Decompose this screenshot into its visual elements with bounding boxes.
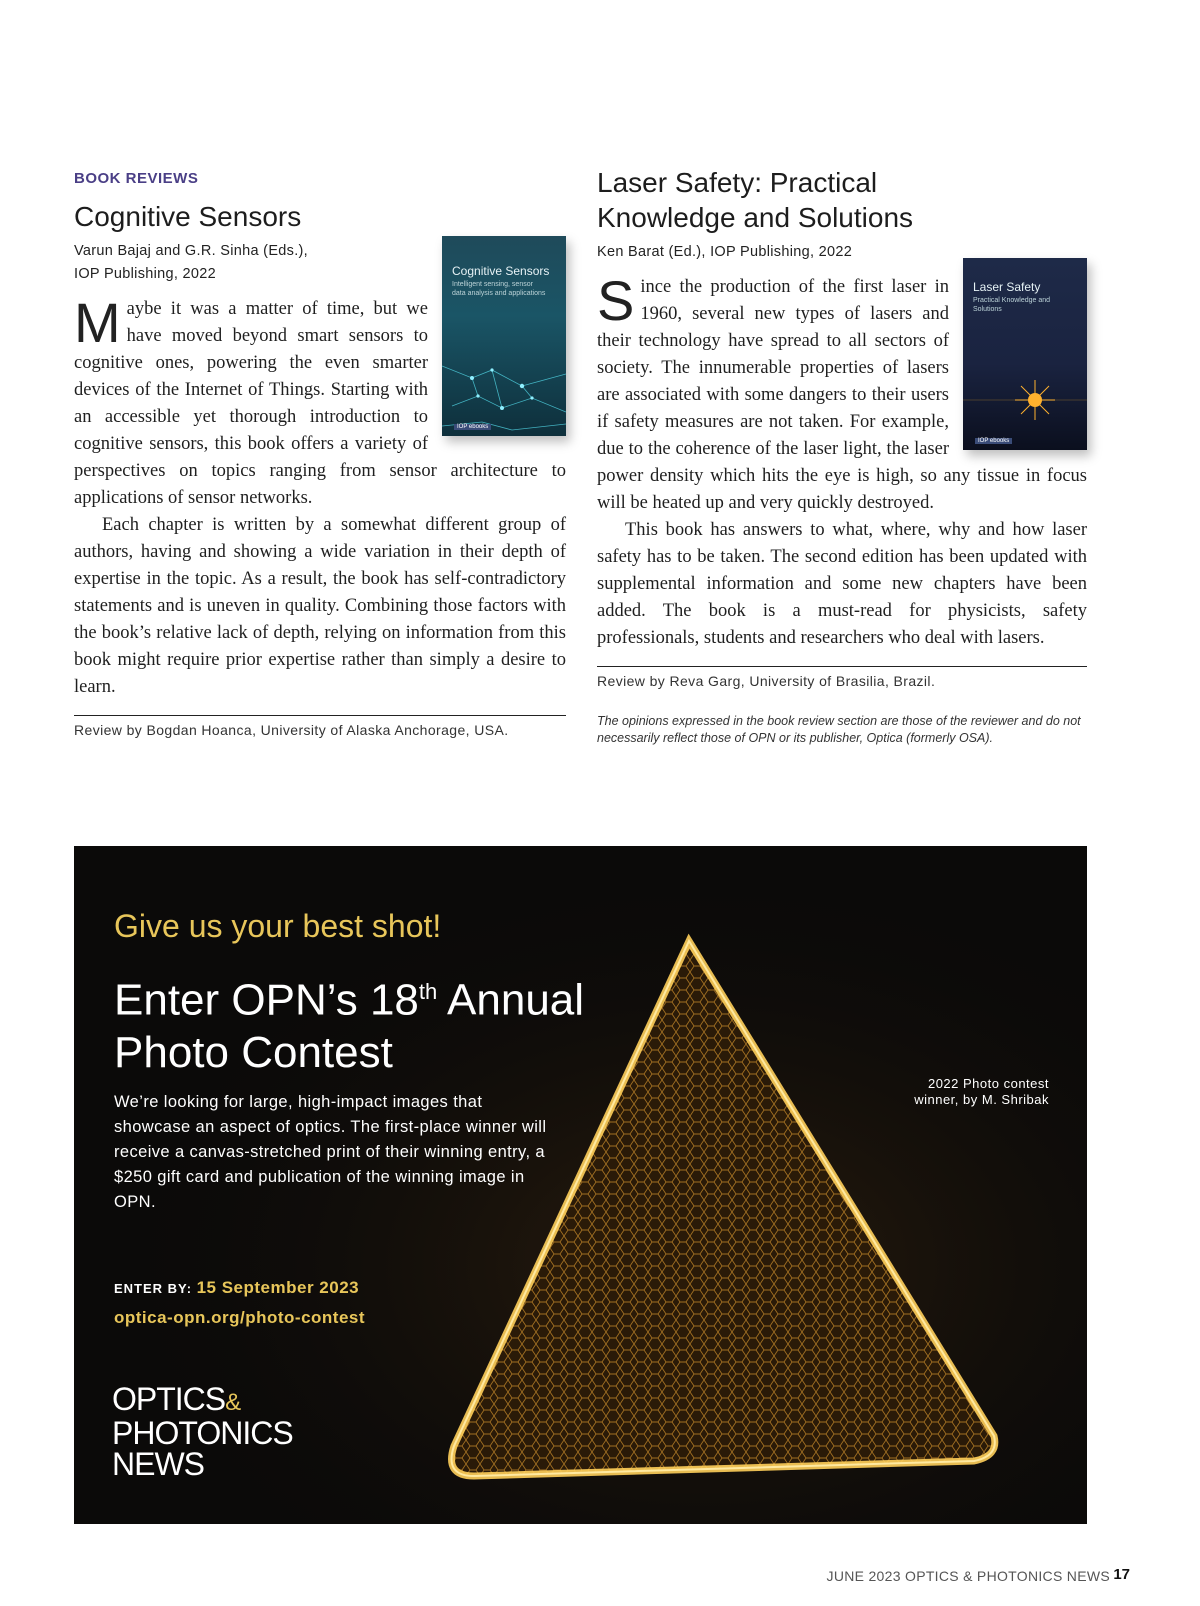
book-title: Laser Safety: Practical Knowledge and Solutions xyxy=(597,167,914,233)
laser-burst-graphic xyxy=(963,350,1087,450)
cover-title: Laser Safety xyxy=(973,280,1041,294)
book-cover-image xyxy=(442,236,566,436)
circuit-network-graphic xyxy=(442,326,566,436)
reviewer-rule xyxy=(597,666,1087,689)
opn-logo: OPTICS& PHOTONICS NEWS xyxy=(112,1381,293,1482)
deadline-date: 15 September 2023 xyxy=(196,1278,360,1297)
book-meta: Ken Barat (Ed.), IOP Publishing, 2022 xyxy=(597,244,853,260)
ad-tagline: Give us your best shot! xyxy=(114,908,442,944)
cover-subtitle: Practical Knowledge and Solutions xyxy=(973,297,1051,313)
cover-title: Cognitive Sensors xyxy=(452,264,550,278)
section-label: BOOK REVIEWS xyxy=(74,170,199,187)
ad-headline: Enter OPN’s 18th Annual Photo Contest xyxy=(114,975,585,1077)
drop-cap: M xyxy=(74,291,121,354)
cover-subtitle: Intelligent sensing, sensor data analysis and applications xyxy=(452,281,546,297)
deadline-label: ENTER BY: xyxy=(114,1281,193,1296)
book-authors: Varun Bajaj and G.R. Sinha (Eds.), xyxy=(74,243,308,259)
page-number: 17 xyxy=(1113,1566,1130,1583)
review-paragraph-2: This book has answers to what, where, why and how laser safety has to be taken. The second edition has been updated with supplemental information and some new chapters have been added. The book is a must-read for physicists, safety professionals, students and researchers who deal with lasers. xyxy=(597,520,1087,648)
reviewer-rule xyxy=(74,715,566,738)
reviewer-credit: Review by Reva Garg, University of Brasilia, Brazil. xyxy=(597,673,936,689)
review-paragraph-2: Each chapter is written by a somewhat different group of authors, having and showing a wide variation in their depth of expertise in the topic. As a result, the book has self-contradictory statements and is uneven in quality. Combining those factors with the book’s relative lack of depth, relying on information from this book might require prior expertise rather than simply a desire to learn. xyxy=(74,515,566,697)
book-title: Cognitive Sensors xyxy=(74,201,302,232)
ad-deadline xyxy=(114,1278,359,1298)
contest-url-link[interactable]: optica-opn.org/photo-contest xyxy=(114,1308,366,1327)
ad-body-text: We’re looking for large, high-impact images that showcase an aspect of optics. The first-place winner will receive a canvas-stretched print of their winning entry, a $250 gift card and publication of the winning image in OPN. xyxy=(114,1093,547,1211)
drop-cap: S xyxy=(597,269,635,332)
review-disclaimer: The opinions expressed in the book review section are those of the reviewer and do not necessarily reflect those of OPN or its publisher, Optica (formerly OSA). xyxy=(597,714,1081,745)
review-cognitive-sensors xyxy=(74,165,566,738)
review-laser-safety xyxy=(597,165,1087,747)
photo-contest-ad[interactable] xyxy=(74,846,1087,1524)
cover-logo: IOP ebooks xyxy=(454,424,491,430)
review-paragraph-1: Maybe it was a matter of time, but we have moved beyond smart sensors to cognitive ones, powering the even smarter devices of the Internet of Things. Starting with an accessible yet thorough introduction to cognitive sensors, this book offers a variety of perspectives on topics ranging from sensor architecture to applications of sensor networks. xyxy=(74,291,566,508)
review-paragraph-1: Since the production of the first laser in 1960, several new types of lasers and their technology have spread to all sectors of society. The innumerable properties of lasers are associated with some dangers to their users if safety measures are not taken. For example, due to the coherence of the laser light, the laser power density which hits the eye is high, so any tissue in focus will be heated up and very quickly destroyed. xyxy=(597,269,1087,513)
page-footer: JUNE 2023 OPTICS & PHOTONICS NEWS xyxy=(826,1568,1110,1584)
cover-logo: IOP ebooks xyxy=(975,438,1012,444)
book-publisher: IOP Publishing, 2022 xyxy=(74,266,216,282)
photo-credit: 2022 Photo contest winner, by M. Shribak xyxy=(914,1076,1049,1107)
reviewer-credit: Review by Bogdan Hoanca, University of Alaska Anchorage, USA. xyxy=(74,722,509,738)
book-cover-image xyxy=(963,258,1087,450)
